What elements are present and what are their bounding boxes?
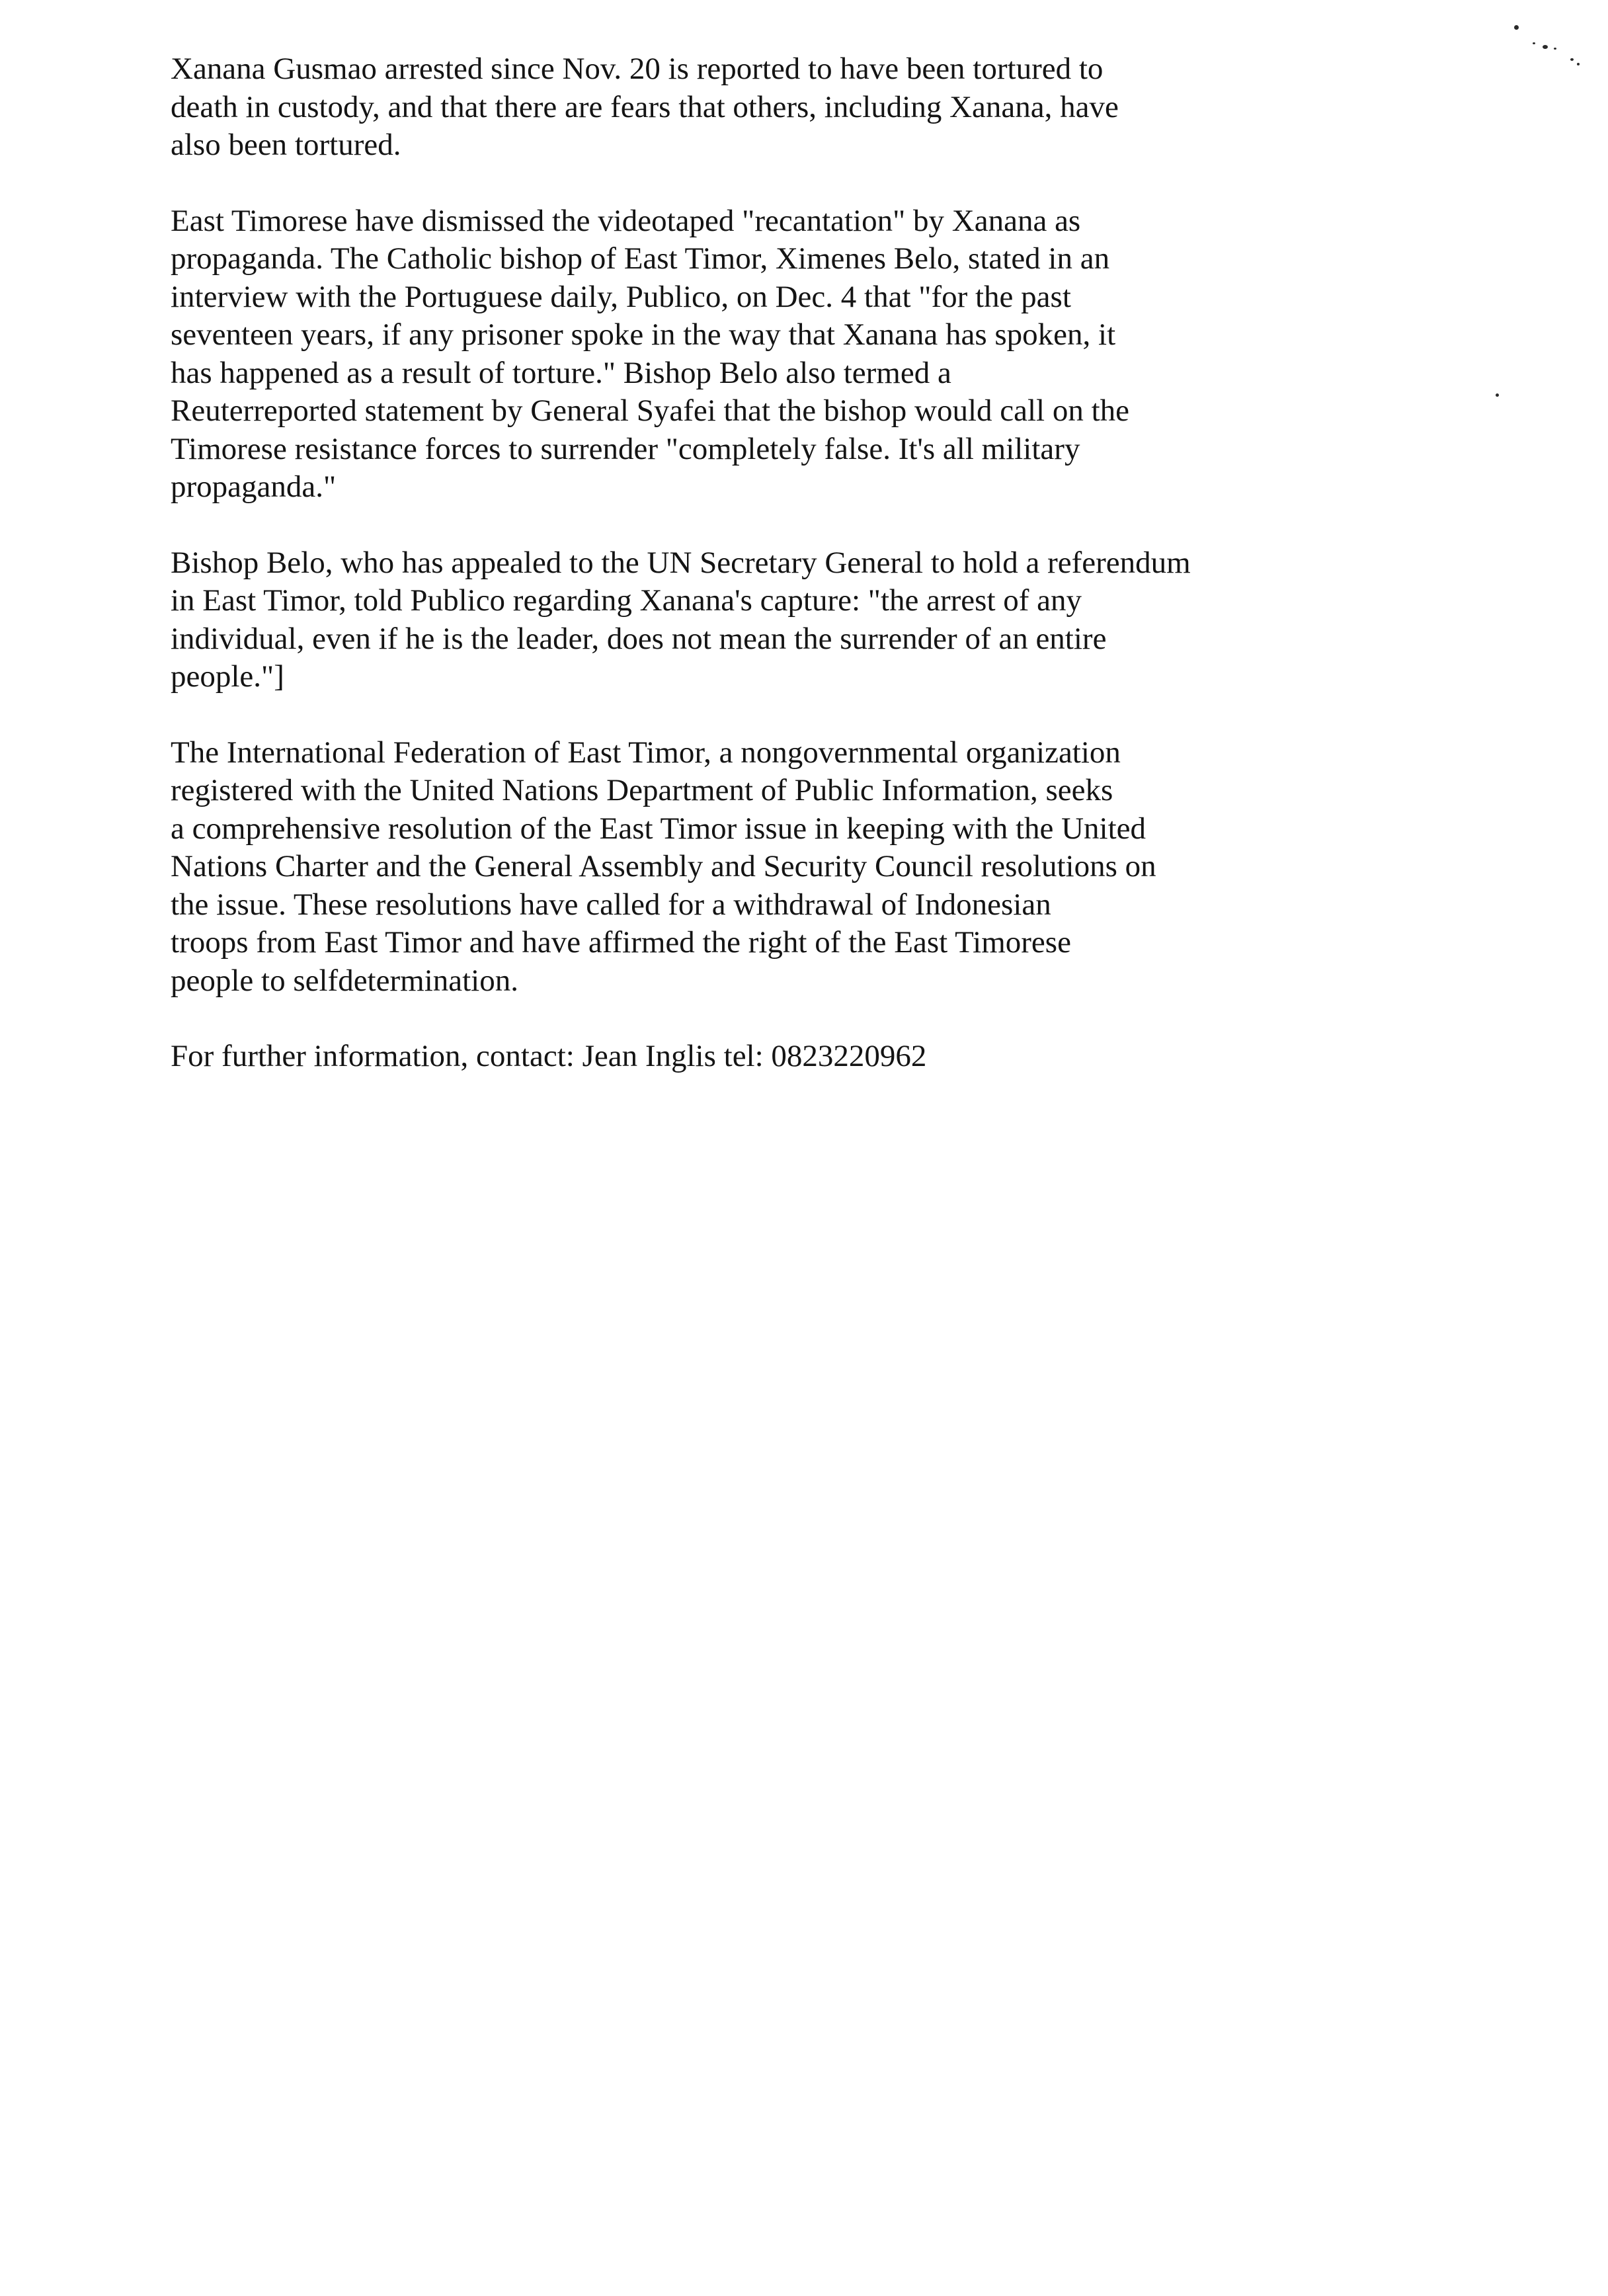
document-body	[171, 50, 1334, 1076]
scan-speck	[1577, 63, 1580, 65]
paragraph-federation: The International Federation of East Timor, a nongovernmental organization registered with the United Nations Department of Public Information, seeks a comprehensive resolution of the East Timor issue in keeping with the United Nations Charter and the General Assembly and Security Council resolutions on the issue. These resolutions have called for a withdrawal of Indonesian troops from East Timor and have affirmed the right of the East Timorese people to selfdetermination.	[171, 735, 1156, 998]
paragraph-recantation: East Timorese have dismissed the videotaped "recantation" by Xanana as propaganda. The Catholic bishop of East Timor, Ximenes Belo, stated in an interview with the Portuguese daily, Publico, on Dec. 4 that "for the past seventeen years, if any prisoner spoke in the way that Xanana has spoken, it has happened as a result of torture." Bishop Belo also termed a Reuterreported statement by General Syafei that the bishop would call on the Timorese resistance forces to surrender "completely false. It's all military propaganda."	[171, 203, 1130, 504]
scan-speck	[1543, 45, 1548, 49]
scan-speck	[1514, 25, 1519, 30]
scan-speck	[1554, 48, 1556, 50]
scan-speck	[1496, 393, 1499, 397]
contact-line: For further information, contact: Jean Inglis tel: 0823220962	[171, 1039, 927, 1073]
scan-speck	[1570, 58, 1574, 61]
scan-speck	[1533, 42, 1535, 44]
paragraph-torture-report: Xanana Gusmao arrested since Nov. 20 is reported to have been tortured to death in custody, and that there are fears that others, including Xanana, have also been tortured.	[171, 52, 1119, 162]
paragraph-bishop-belo: Bishop Belo, who has appealed to the UN Secretary General to hold a referendum in East Timor, told Publico regarding Xanana's capture: "the arrest of any individual, even if he is the leader, does not mean the surrender of an entire people."]	[171, 545, 1191, 694]
